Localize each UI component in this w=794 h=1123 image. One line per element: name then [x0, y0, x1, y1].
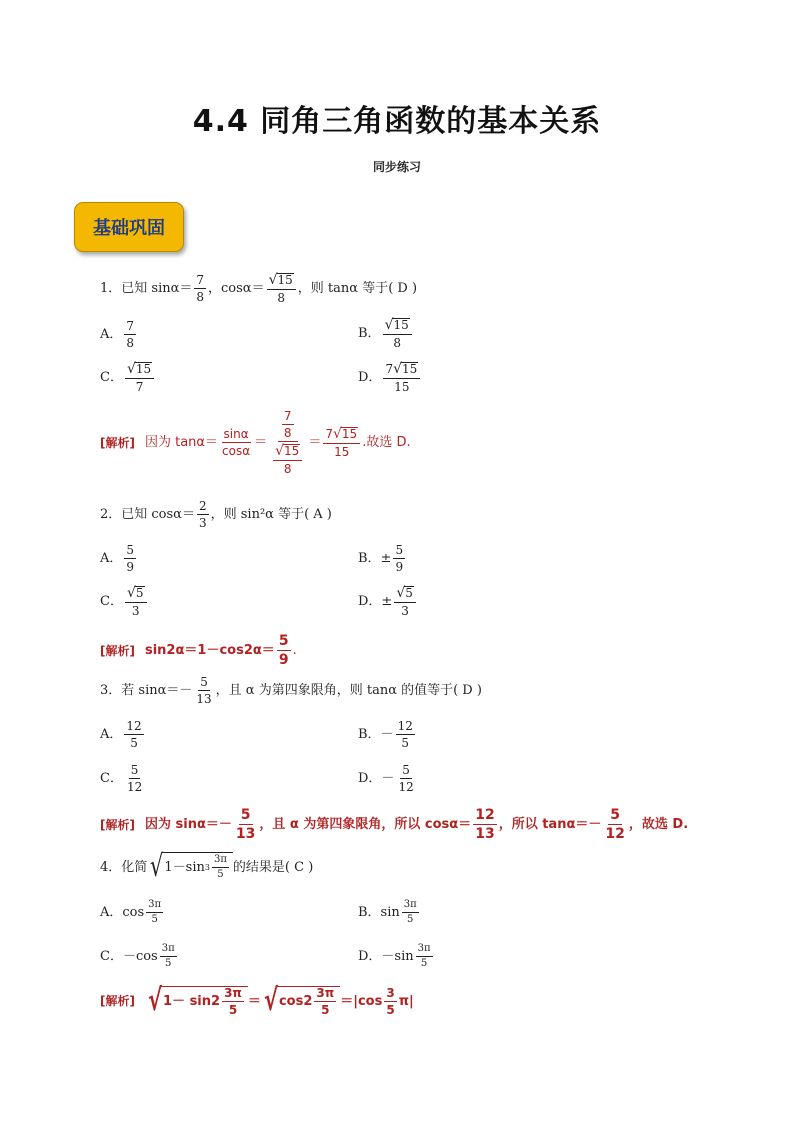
q3-option-a[interactable]: A． $\frac{12}{5}$ [100, 719, 142, 750]
q2-option-c[interactable]: C． √ 5 3 [100, 586, 149, 617]
q1-stem: 1．已知 sinα＝ [100, 281, 193, 297]
question-1 [100, 273, 417, 304]
q3-option-b[interactable]: B．－ $\frac{12}{5}$ [358, 719, 413, 750]
page-title: 4.4 同角三角函数的基本关系 [192, 104, 602, 139]
page-subtitle: 同步练习 [372, 160, 421, 174]
q1-option-d[interactable]: D． 7 √ 15 15 [358, 362, 422, 393]
q3-option-d[interactable]: D．－ $\frac{5}{12}$ [358, 763, 414, 794]
q1-sin-fraction: $\frac{7}{8}$ [196, 273, 205, 305]
q1-stem-tail: ，则 tanα 等于( D ) [297, 281, 418, 297]
q4-analysis: [解析] √ 1－ sin2 $\frac{3\pi}{5}$ ＝ √ cos2 $\frac{3\pi}{5}$ ＝|cos $\frac{3}{5}$ π| [100, 983, 414, 1018]
q1-cos-fraction: √ 15 8 [267, 273, 296, 304]
q1-option-b[interactable]: B． √ 15 8 [358, 318, 414, 349]
q2-analysis: [解析] sin2α＝1－cos2α＝ $\frac{5}{9}$ . [100, 633, 297, 668]
question-4: 4．化简 √ 1－sin 3 $\frac{3\pi}{5}$ 的结果是( C ) [100, 849, 314, 884]
question-2: 2．已知 cosα＝ $\frac{2}{3}$ ，则 sin²α 等于( A ) [100, 499, 332, 530]
question-3: 3．若 sinα＝－ $\frac{5}{13}$ ，且 α 为第四象限角，则 tanα 的值等于( D ) [100, 675, 482, 706]
q4-option-c[interactable]: C．－cos $\frac{3\pi}{5}$ [100, 943, 175, 969]
q3-option-c[interactable]: C． $\frac{5}{12}$ [100, 763, 143, 794]
q4-option-a[interactable]: A．cos $\frac{3\pi}{5}$ [100, 899, 162, 925]
q4-radical: √ 1－sin 3 $\frac{3\pi}{5}$ [147, 852, 233, 882]
q1-stem-mid: ，cosα＝ [208, 281, 265, 297]
q2-option-d[interactable]: D．± √ 5 3 [358, 586, 418, 617]
q1-analysis: [解析] 因为 tanα＝ $\frac{\sin\alpha}{\cos\alpha}$ ＝ $\frac{7}{8}$ √ 15 8 ＝ 7 √ 15 15 .故选 D. [100, 409, 411, 477]
q4-option-b[interactable]: B．sin $\frac{3\pi}{5}$ [358, 899, 417, 925]
q1-option-a[interactable]: A． $\frac{7}{8}$ [100, 319, 135, 350]
q1-option-c[interactable]: C． √ 15 7 [100, 362, 156, 393]
q2-option-a[interactable]: A． $\frac{5}{9}$ [100, 543, 135, 574]
q2-option-b[interactable]: B．± $\frac{5}{9}$ [358, 543, 404, 574]
analysis-tag: [解析] [100, 435, 135, 450]
q3-analysis: [解析] 因为 sinα＝－ $\frac{5}{13}$ ，且 α 为第四象限角，所以 cosα＝ $\frac{12}{13}$ ，所以 tanα＝－ $\frac{5}{12}$ ，故选 D. [100, 807, 689, 842]
q4-option-d[interactable]: D．－sin $\frac{3\pi}{5}$ [358, 943, 431, 969]
section-badge-label: 基础巩固 [93, 218, 165, 239]
section-badge [74, 202, 184, 252]
